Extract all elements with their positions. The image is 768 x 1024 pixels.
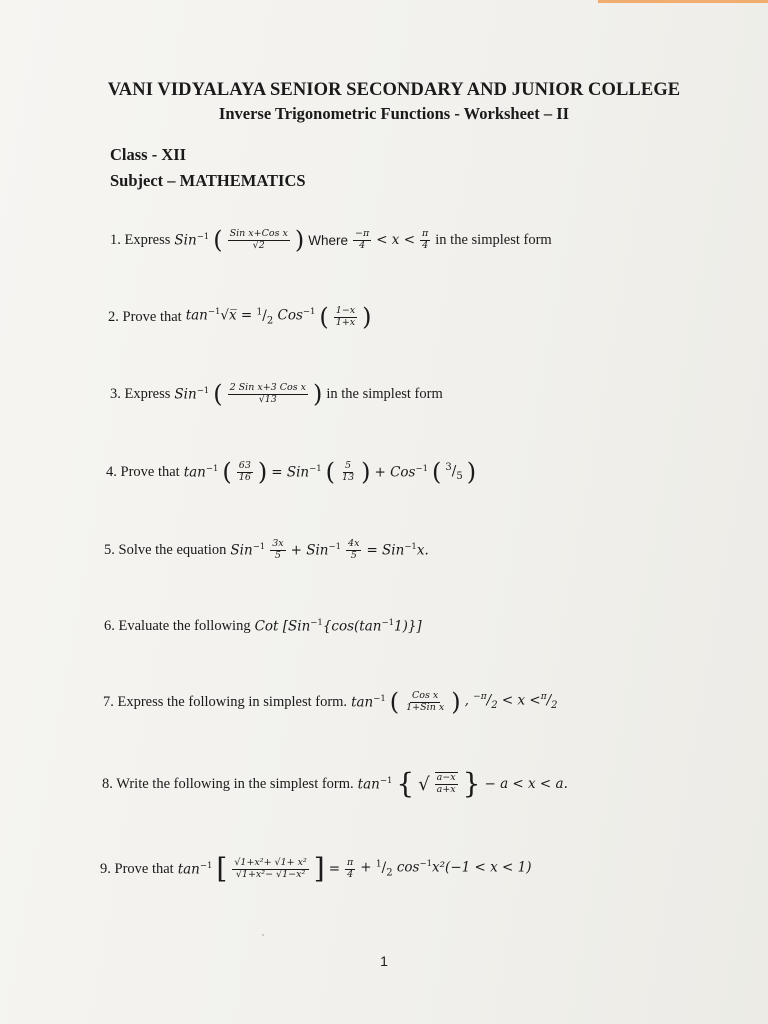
question-3-prefix: 3. Express bbox=[110, 385, 171, 402]
subject-label: Subject – MATHEMATICS bbox=[110, 171, 306, 190]
question-9: 9. Prove that $\tan^{-1}$ [ $\frac{\text{√1+x²+ √1+ x²}}{\text{√1+x²− √1−x²}}$ ] = $\frac{\pi}{4}$ + $^1/_2$ $\cos^{-1}x^2(-1 < x < 1)$ bbox=[100, 852, 532, 885]
edge-mark bbox=[598, 0, 768, 3]
question-7-prefix: 7. Express the following in simplest form. bbox=[103, 693, 348, 710]
question-6: 6. Evaluate the following Cot $[Sin^{-1}\{\cos(\tan^{-1}1)\}]$ bbox=[104, 618, 422, 635]
speck bbox=[262, 934, 264, 936]
question-5-prefix: 5. Solve the equation bbox=[104, 541, 227, 558]
question-5: 5. Solve the equation Sin$^{-1}$ $\frac{3x}{5}$ + Sin$^{-1}$ $\frac{4x}{5}$ = Sin$^{-1}$x. bbox=[104, 538, 429, 561]
question-1-mid: Where bbox=[308, 232, 348, 248]
question-8-prefix: 8. Write the following in the simplest form. bbox=[102, 775, 354, 792]
worksheet-title: Inverse Trigonometric Functions - Worksheet – II bbox=[218, 104, 570, 123]
question-3: 3. Express Sin$^{-1}$ ( $\frac{\text{2 Sin x+3 Cos x}}{√13}$ ) in the simplest form bbox=[110, 380, 443, 408]
question-6-prefix: 6. Evaluate the following bbox=[104, 618, 251, 634]
question-2: 2. Prove that $\tan^{-1}√x̅ = ^1/_2$ Cos$^{-1}$ ( $\frac{1-x}{1+x}$ ) bbox=[108, 303, 372, 331]
question-7: 7. Express the following in simplest form. $\tan^{-1}$ ( $\frac{\text{Cos x}}{\text{1+Sin x}}$ ) , $^{-\pi}/_2 < x <^\pi/_2$ bbox=[103, 688, 558, 716]
question-4-prefix: 4. Prove that bbox=[106, 463, 180, 480]
question-3-suffix: in the simplest form bbox=[326, 385, 443, 402]
question-2-prefix: 2. Prove that bbox=[108, 308, 182, 325]
question-4: 4. Prove that $\tan^{-1}$ ( $\frac{63}{16}$ ) = Sin$^{-1}$ ( $\frac{5}{13}$ ) + Cos$^{-1}$ ( $^3/_5$ ) bbox=[106, 458, 477, 486]
school-title: VANI VIDYALAYA SENIOR SECONDARY AND JUNIOR COLLEGE bbox=[107, 80, 681, 100]
class-label: Class - XII bbox=[110, 145, 187, 164]
page-number: 1 bbox=[380, 953, 388, 969]
question-1-prefix: 1. Express bbox=[110, 231, 171, 248]
question-9-prefix: 9. Prove that bbox=[100, 860, 174, 877]
question-8: 8. Write the following in the simplest form. $\tan^{-1}$ { √ $\frac{a-x}{a+x}$ } − a < x < a. bbox=[102, 767, 568, 800]
question-1-suffix: in the simplest form bbox=[435, 231, 552, 248]
question-1: 1. Express Sin$^{-1}$ ( $\frac{\text{Sin x+Cos x}}{√2}$ ) Where $\frac{-\pi}{4}$ < x < $\frac{\pi}{4}$ in the simplest form bbox=[110, 226, 552, 254]
